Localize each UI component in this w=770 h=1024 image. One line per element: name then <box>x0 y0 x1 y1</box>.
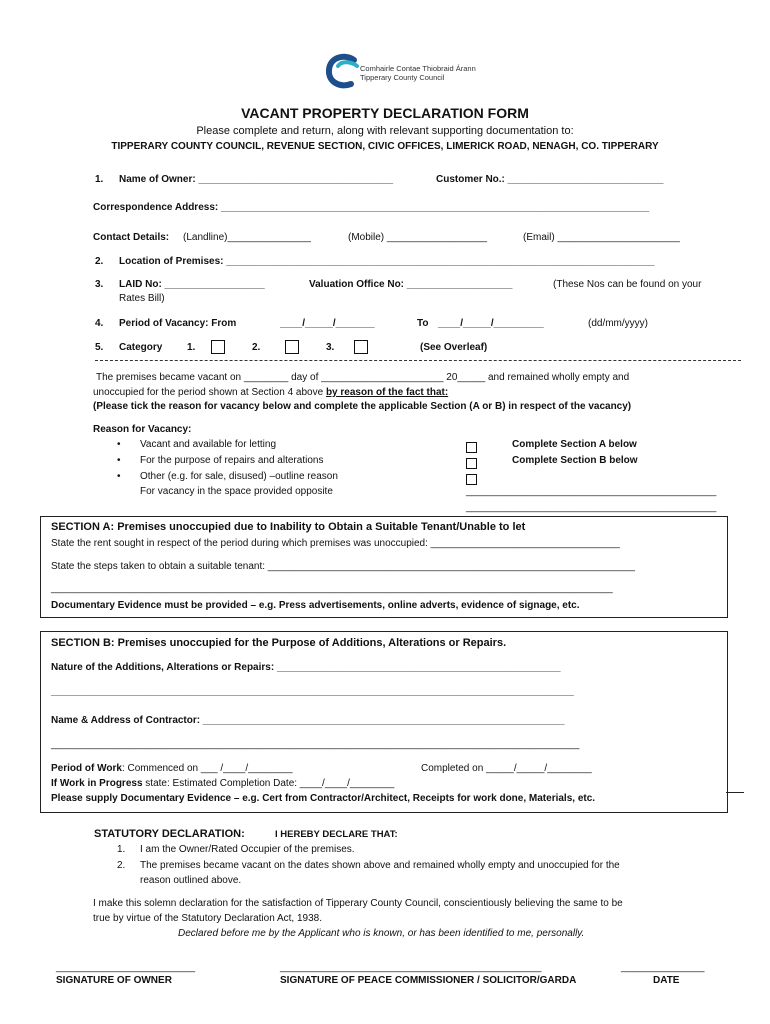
q4-number: 4. <box>95 318 104 329</box>
reason-item-3: Other (e.g. for sale, disused) –outline reason <box>140 471 338 482</box>
declaration-item-2-num: 2. <box>117 860 126 871</box>
vacant-statement-text: unoccupied for the period shown at Section 4 above <box>93 387 326 398</box>
reason-bullet-3: • <box>117 471 121 482</box>
vacancy-period-label: Period of Vacancy: From <box>119 318 237 329</box>
reason-item-1: Vacant and available for letting <box>140 439 277 450</box>
valuation-no-field[interactable]: Valuation Office No: ___________________ <box>309 279 513 290</box>
work-completed-field[interactable]: Completed on _____/_____/________ <box>421 763 592 774</box>
statutory-heading: STATUTORY DECLARATION: <box>94 828 245 840</box>
category-label: Category <box>119 342 163 353</box>
section-b-edge-mark <box>726 792 744 793</box>
owner-name-field[interactable]: Name of Owner: ___________________________________ <box>119 174 394 185</box>
steps-taken-field[interactable]: State the steps taken to obtain a suitable tenant: __________________________________________________________________ <box>51 561 635 572</box>
nature-of-works-field[interactable]: Nature of the Additions, Alterations or Repairs: ___________________________________________________ <box>51 662 561 673</box>
vacant-statement-line-2 <box>93 387 448 398</box>
date-label: DATE <box>653 975 680 986</box>
reason-heading: Reason for Vacancy: <box>93 424 192 435</box>
commissioner-signature-label: SIGNATURE OF PEACE COMMISSIONER / SOLICITOR/GARDA <box>280 975 577 986</box>
category-3-checkbox[interactable] <box>354 340 368 354</box>
separator-line <box>95 360 741 361</box>
logo-line-1: Comhairle Contae Thiobraid Árann <box>360 64 476 73</box>
contact-details-row <box>93 232 169 243</box>
reason-extra-note: For vacancy in the space provided opposite <box>140 486 333 497</box>
work-progress-label: If Work in Progress <box>51 778 143 789</box>
contractor-field[interactable]: Name & Address of Contractor: _________________________________________________________________ <box>51 715 565 726</box>
solemn-declaration-line-1: I make this solemn declaration for the satisfaction of Tipperary County Council, conscientiously believing the same to be <box>93 898 623 909</box>
declaration-item-2: The premises became vacant on the dates shown above and remained wholly empty and unoccupied for the <box>140 860 620 871</box>
vacant-reason-phrase: by reason of the fact that: <box>325 387 449 398</box>
correspondence-address-field[interactable]: Correspondence Address: _____________________________________________________________________________ <box>93 202 650 213</box>
reason-3-checkbox[interactable] <box>466 474 477 485</box>
work-period-row <box>51 763 293 774</box>
q2-number: 2. <box>95 256 104 267</box>
category-1-checkbox[interactable] <box>211 340 225 354</box>
owner-signature-label: SIGNATURE OF OWNER <box>56 975 172 986</box>
location-field[interactable]: Location of Premises: _____________________________________________________________________________ <box>119 256 655 267</box>
nature-of-works-field-2[interactable]: ______________________________________________________________________________________________ <box>51 686 574 697</box>
reason-item-2: For the purpose of repairs and alterations <box>140 455 324 466</box>
form-title: VACANT PROPERTY DECLARATION FORM <box>241 105 529 121</box>
contractor-field-2[interactable]: _______________________________________________________________________________________________ <box>51 739 580 750</box>
form-subtitle: Please complete and return, along with relevant supporting documentation to: <box>196 125 574 137</box>
work-commenced-field[interactable]: : Commenced on ___ /____/________ <box>121 763 293 774</box>
category-3-label: 3. <box>326 342 335 353</box>
category-1-label: 1. <box>187 342 196 353</box>
steps-taken-field-2[interactable]: _____________________________________________________________________________________________________ <box>51 583 613 594</box>
outline-reason-field-2[interactable]: _____________________________________________ <box>466 502 717 513</box>
council-logo-icon <box>324 52 364 92</box>
date-format-hint: (dd/mm/yyyy) <box>588 318 648 329</box>
declaration-item-1-num: 1. <box>117 844 126 855</box>
complete-section-a: Complete Section A below <box>512 439 637 450</box>
section-b-evidence-note: Please supply Documentary Evidence – e.g. Cert from Contractor/Architect, Receipts for work done, Materials, etc. <box>51 793 596 804</box>
section-b-title: SECTION B: Premises unoccupied for the Purpose of Additions, Alterations or Repairs. <box>51 637 507 649</box>
section-a-title: SECTION A: Premises unoccupied due to Inability to Obtain a Suitable Tenant/Unable to let <box>51 521 526 533</box>
estimated-completion-field[interactable]: state: Estimated Completion Date: ____/____/________ <box>142 778 395 789</box>
declaration-item-2-cont: reason outlined above. <box>140 875 242 886</box>
q1-number: 1. <box>95 174 104 185</box>
complete-section-b: Complete Section B below <box>512 455 638 466</box>
work-progress-row <box>51 778 394 789</box>
reason-1-checkbox[interactable] <box>466 442 477 453</box>
vacancy-from-field[interactable]: ____/_____/_______ <box>280 318 375 329</box>
vacancy-to-field[interactable]: ____/_____/_________ <box>438 318 544 329</box>
work-period-label: Period of Work <box>51 763 122 774</box>
customer-no-field[interactable]: Customer No.: ____________________________ <box>436 174 664 185</box>
owner-signature-line[interactable]: _________________________ <box>56 962 196 973</box>
declare-heading: I HEREBY DECLARE THAT: <box>275 829 398 840</box>
solemn-declaration-line-2: true by virtue of the Statutory Declaration Act, 1938. <box>93 913 323 924</box>
rent-sought-field[interactable]: State the rent sought in respect of the period during which premises was unoccupied: __________________________________ <box>51 538 620 549</box>
date-signature-line[interactable]: _______________ <box>621 962 705 973</box>
see-overleaf-note: (See Overleaf) <box>420 342 488 353</box>
rates-note-2: Rates Bill) <box>119 293 165 304</box>
email-field[interactable]: (Email) ______________________ <box>523 232 680 243</box>
landline-field[interactable]: (Landline)_______________ <box>183 232 311 243</box>
outline-reason-field-1[interactable]: _____________________________________________ <box>466 486 717 497</box>
declaration-item-1: I am the Owner/Rated Occupier of the premises. <box>140 844 355 855</box>
reason-2-checkbox[interactable] <box>466 458 477 469</box>
vacant-statement-line-1: The premises became vacant on ________ day of ______________________ 20_____ and remained wholly empty and <box>96 372 630 383</box>
rates-note: (These Nos can be found on your <box>553 279 702 290</box>
mobile-field[interactable]: (Mobile) __________________ <box>348 232 488 243</box>
logo-line-2: Tipperary County Council <box>360 73 445 82</box>
vacancy-to-label: To <box>417 318 429 329</box>
category-2-label: 2. <box>252 342 261 353</box>
declared-before-me: Declared before me by the Applicant who is known, or has been identified to me, personally. <box>178 928 585 939</box>
contact-details-label: Contact Details: <box>93 232 170 243</box>
vacant-instructions: (Please tick the reason for vacancy below and complete the applicable Section (A or B) in respect of the vacancy) <box>93 401 632 412</box>
q3-number: 3. <box>95 279 104 290</box>
q5-number: 5. <box>95 342 104 353</box>
category-2-checkbox[interactable] <box>285 340 299 354</box>
commissioner-signature-line[interactable]: _______________________________________________ <box>280 962 542 973</box>
reason-bullet-1: • <box>117 439 121 450</box>
reason-bullet-2: • <box>117 455 121 466</box>
council-address: TIPPERARY COUNTY COUNCIL, REVENUE SECTION, CIVIC OFFICES, LIMERICK ROAD, NENAGH, CO. TIPPERARY <box>111 141 659 152</box>
council-logo <box>324 52 484 92</box>
laid-no-field[interactable]: LAID No: __________________ <box>119 279 265 290</box>
section-a-evidence-note: Documentary Evidence must be provided – e.g. Press advertisements, online adverts, evidence of signage, etc. <box>51 600 580 611</box>
